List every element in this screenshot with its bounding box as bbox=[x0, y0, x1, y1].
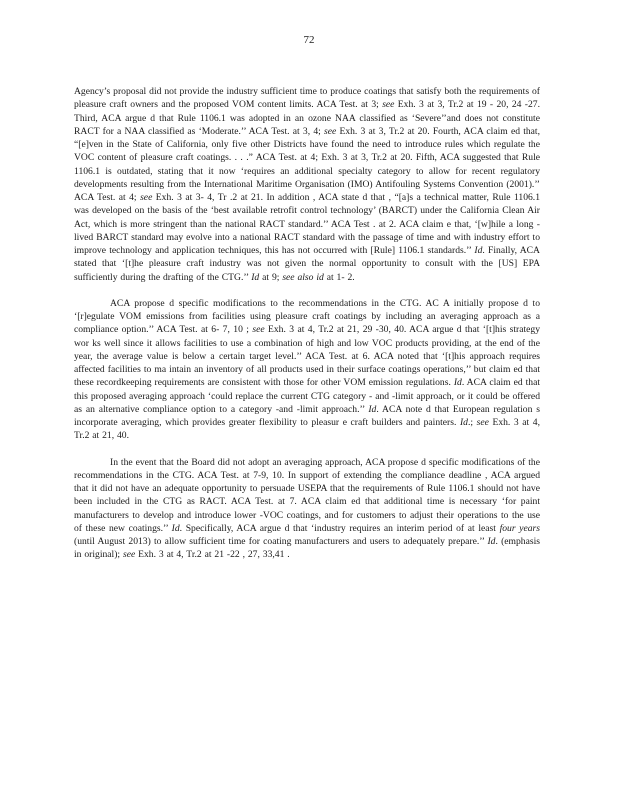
italic-citation: see bbox=[476, 417, 489, 428]
text-run: . ACA note d that European regulation s incorporate averaging, which provides greater flexibility to pleasur e craft builders and painters. bbox=[74, 403, 540, 428]
text-run: . Finally, ACA stated that ‘[t]he pleasure craft industry was not given the normal opportunity to consult with the [US] EPA sufficiently during the drafting of the CTG.’’ bbox=[74, 245, 540, 283]
italic-citation: four years bbox=[499, 522, 541, 534]
italic-citation: see bbox=[252, 324, 265, 336]
text-run: In the event that the Board did not adopt an averaging approach, ACA propose d specific modifications of the recommendations in the CTG. ACA Test. at 7-9, 10. In support of extending the compliance deadline , ACA argued that it did not have an adequate opportunity to persuade USEPA that the requirements of Rule 1106.1 should not have been included in the CTG as RACT. ACA Test. at 7. ACA claim ed that additional time is necessary ‘for paint manufacturers to develop and introduce lower -VOC coatings, and for customers to adjust their operations to the use of these new coatings.’’ bbox=[74, 456, 540, 534]
page-number: 72 bbox=[303, 34, 315, 46]
paragraph-2 bbox=[74, 297, 540, 443]
italic-citation: see bbox=[140, 192, 153, 203]
text-run: Exh. 3 at 3, Tr.2 at 20. Fourth, ACA claim ed that, “[e]ven in the State of California, only five other Districts have found the need to introduce rules which regulate the VOC content of pleasure craft coatings. . . .” ACA Test. at 4; Exh. 3 at 3, Tr.2 at 20. Fifth, ACA suggested that Rule 1106.1 is outdated, stating that it now ‘requires an additional specialty category to allow for recent regulatory developments resulting from the International Maritime Organisation (IMO) Antifouling Systems Convention (2001).’’ ACA Test. at 4; bbox=[74, 125, 540, 203]
italic-citation: Id bbox=[487, 536, 496, 547]
paragraph-3 bbox=[74, 456, 540, 562]
text-run: (until August 2013) to allow sufficient time for coating manufacturers and users to adequately prepare.’’ bbox=[74, 536, 488, 547]
italic-citation: see bbox=[382, 99, 395, 111]
text-run: Exh. 3 at 4, Tr.2 at 21, 29 -30, 40. ACA argue d that ‘[t]his strategy wor ks well since it allows facilities to use a combination of high and low VOC products providing, at the end of the year, the average value is below a certain target level.’’ ACA Test. at 6. ACA noted that ‘[t]his approach requires affected facilities to ma intain an inventory of all products used in their surface coatings operations,’’ but claim ed that these recordkeeping requirements are consistent with those for other VOM emission regulations. bbox=[74, 324, 540, 389]
italic-citation: Id bbox=[453, 377, 462, 389]
italic-citation: Id bbox=[251, 271, 260, 283]
text-run: at 1- 2. bbox=[323, 271, 355, 283]
text-run: . Specifically, ACA argue d that ‘industry requires an interim period of at least bbox=[179, 522, 500, 534]
body-text bbox=[74, 85, 540, 562]
text-run: ACA propose d specific modifications to the recommendations in the CTG. AC A initially propose d to ‘[r]egulate VOM emissions from facilities using pleasure craft coatings by including an averaging approach as a compliance option.’’ ACA Test. at 6- 7, 10 ; bbox=[74, 297, 540, 336]
italic-citation: see bbox=[122, 549, 136, 561]
text-run: at 9; bbox=[259, 271, 283, 283]
text-run: Exh. 3 at 3- 4, Tr .2 at 21. In addition , ACA state d that , “[a]s a technical matter, Rule 1106.1 was developed on the basis of the ‘best available retrofit control technology’ (BARCT) under the California Clean Air Act, which is more stringent than the national RACT standard.’’ ACA Test . at 2. ACA claim e that, ‘[w]hile a long -lived BARCT standard may evolve into a national RACT standard with the passage of time and with industry effort to improve technology and application techniques, this has not occurred with [Rule] 1106.1 standards.’’ bbox=[74, 192, 540, 256]
text-run: . ACA claim ed that this proposed averaging approach ‘could replace the current CTG category - and -limit approach, or it could be offered as an alternative compliance option to a category -and -limit approach.’’ bbox=[74, 377, 540, 415]
paragraph-1 bbox=[74, 85, 540, 284]
italic-citation: see bbox=[324, 125, 337, 137]
text-run: Exh. 3 at 3, Tr.2 at 19 - 20, 24 -27. Third, ACA argue d that Rule 1106.1 was adopted in an ozone NAA classified as ‘Severe’’and does not constitute RACT for a NAA classified as ‘Moderate.’’ ACA Test. at 3, 4; bbox=[74, 99, 540, 137]
text-run: . (emphasis in original); bbox=[74, 536, 540, 561]
text-run: Agency’s proposal did not provide the industry sufficient time to produce coatings that satisfy both the requirements of pleasure craft owners and the proposed VOM content limits. ACA Test. at 3; bbox=[74, 86, 540, 111]
italic-citation: Id bbox=[171, 522, 180, 534]
italic-citation: Id bbox=[368, 403, 377, 415]
text-run: .; bbox=[467, 417, 477, 428]
text-run: Exh. 3 at 4, Tr.2 at 21 -22 , 27, 33,41 . bbox=[135, 549, 290, 561]
italic-citation: see also id bbox=[282, 271, 324, 283]
italic-citation: Id bbox=[474, 245, 483, 256]
italic-citation: Id bbox=[459, 417, 468, 428]
text-run: Exh. 3 at 4, Tr.2 at 21, 40. bbox=[74, 417, 540, 442]
